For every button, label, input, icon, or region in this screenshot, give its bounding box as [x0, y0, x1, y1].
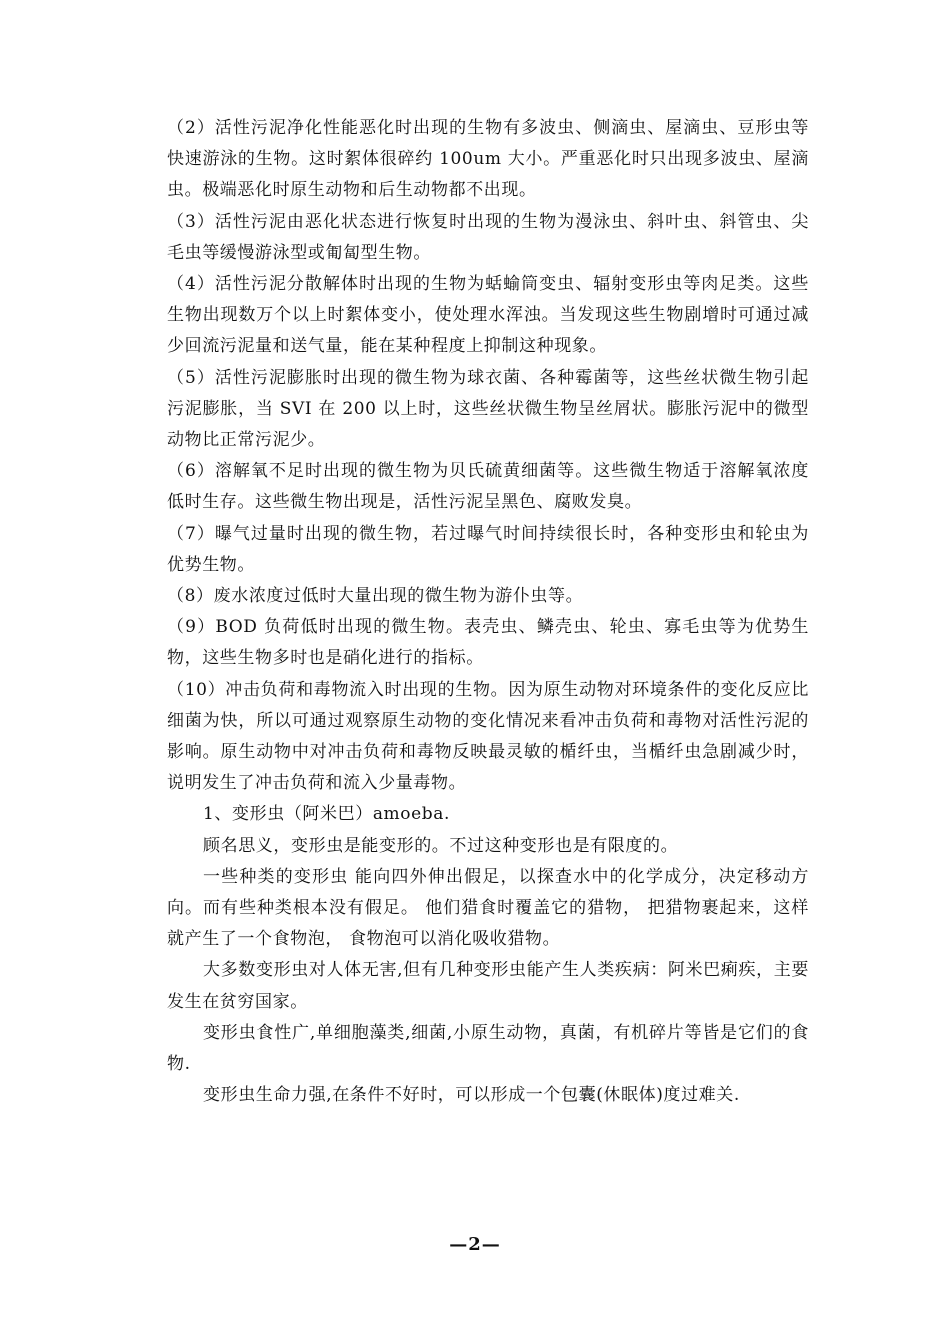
paragraph-item-8: （8）废水浓度过低时大量出现的微生物为游仆虫等。: [167, 586, 584, 607]
paragraph-item-5: （5）活性污泥膨胀时出现的微生物为球衣菌、各种霉菌等，这些丝状微生物引起污泥膨胀，当 SVI 在 200 以上时，这些丝状微生物呈丝屑状。膨胀污泥中的微型动物比正常污泥少。: [167, 367, 809, 451]
paragraph-item-9: （9）BOD 负荷低时出现的微生物。表壳虫、鳞壳虫、轮虫、寡毛虫等为优势生物，这些生物多时也是硝化进行的指标。: [167, 617, 809, 669]
paragraph-item-3: （3）活性污泥由恶化状态进行恢复时出现的生物为漫泳虫、斜叶虫、斜管虫、尖毛虫等缓慢游泳型或匍匐型生物。: [167, 211, 809, 263]
amoeba-paragraph-3: 大多数变形虫对人体无害,但有几种变形虫能产生人类疾病：阿米巴痢疾，主要发生在贫穷国家。: [167, 960, 809, 1012]
page-number: —2—: [449, 1234, 501, 1255]
section-heading-amoeba: 1、变形虫（阿米巴）amoeba.: [203, 804, 450, 825]
paragraph-item-2: （2）活性污泥净化性能恶化时出现的生物有多波虫、侧滴虫、屋滴虫、豆形虫等快速游泳的生物。这时絮体很碎约 100um 大小。严重恶化时只出现多波虫、屋滴虫。极端恶化时原生动物和后生动物都不出现。: [167, 118, 809, 201]
paragraph-item-4: （4）活性污泥分散解体时出现的生物为蛞蝓筒变虫、辐射变形虫等肉足类。这些生物出现数万个以上时絮体变小，使处理水浑浊。当发现这些生物剧增时可通过减少回流污泥量和送气量，能在某种程度上抑制这种现象。: [167, 274, 809, 357]
amoeba-paragraph-5: 变形虫生命力强,在条件不好时，可以形成一个包囊(休眠体)度过难关.: [203, 1085, 740, 1106]
amoeba-paragraph-2: 一些种类的变形虫 能向四外伸出假足，以探查水中的化学成分，决定移动方向。而有些种类根本没有假足。 他们猎食时覆盖它的猎物， 把猎物裹起来，这样就产生了一个食物泡， 食物泡可以消化吸收猎物。: [167, 866, 809, 950]
amoeba-paragraph-4: 变形虫食性广,单细胞藻类,细菌,小原生动物，真菌，有机碎片等皆是它们的食物.: [167, 1022, 809, 1075]
amoeba-paragraph-1: 顾名思义，变形虫是能变形的。不过这种变形也是有限度的。: [203, 835, 679, 856]
paragraph-item-10: （10）冲击负荷和毒物流入时出现的生物。因为原生动物对环境条件的变化反应比细菌为快，所以可通过观察原生动物的变化情况来看冲击负荷和毒物对活性污泥的影响。原生动物中对冲击负荷和毒物反映最灵敏的楯纤虫，当楯纤虫急剧减少时，说明发生了冲击负荷和流入少量毒物。: [167, 679, 809, 794]
document-body: [167, 113, 809, 1112]
paragraph-item-7: （7）曝气过量时出现的微生物，若过曝气时间持续很长时，各种变形虫和轮虫为优势生物。: [167, 523, 809, 575]
paragraph-item-6: （6）溶解氧不足时出现的微生物为贝氏硫黄细菌等。这些微生物适于溶解氧浓度低时生存。这些微生物出现是，活性污泥呈黑色、腐败发臭。: [167, 461, 809, 513]
